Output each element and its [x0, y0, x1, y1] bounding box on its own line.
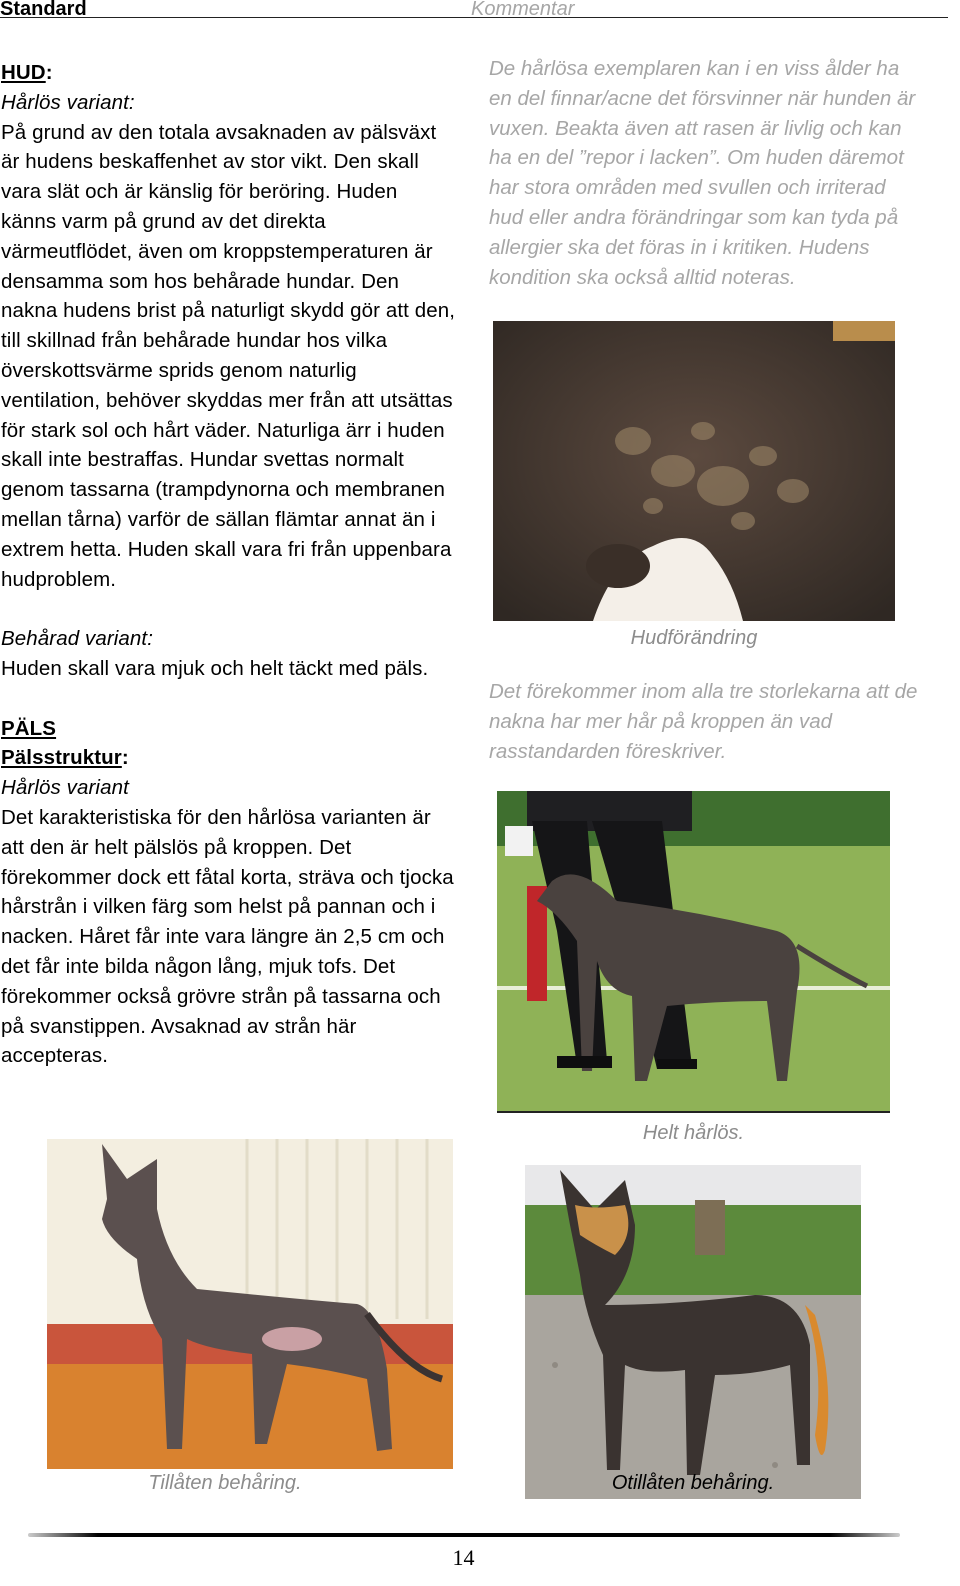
palsstruktur-colon: : — [121, 746, 129, 770]
palsstruktur-heading: Pälsstruktur — [1, 746, 122, 770]
hud-heading-line — [1, 58, 456, 88]
palsstruktur-heading-line — [1, 743, 456, 773]
skin-change-photo — [493, 321, 895, 621]
pals-heading: PÄLS — [1, 716, 57, 740]
photo-underline — [497, 1111, 890, 1113]
caption-helt-harlos: Helt hårlös. — [642, 1122, 745, 1144]
hud-paragraph: På grund av den totala avsaknaden av pälsväxt är hudens beskaffenhet av stor vikt. Den skall vara slät och är känslig för beröring. Huden känns varm på grund av det direkta värmeutflödet, även om kroppstemperaturen är densamma som hos behårade hundar. Den nakna hudens brist på naturligt skydd gör att den, till skillnad från behårade hundar hos vilka överskottsvärme sprids genom naturlig ventilation, behöver skyddas mer från att utsättas för stark sol och hårt väder. Naturliga ärr i huden skall inte bestraffas. Hundar svettas normalt genom tassarna (trampdynorna och membranen mellan tårna) varför de sällan flämtar annat än i extrem hetta. Huden skall vara fri från uppenbara hudproblem. — [1, 120, 456, 591]
hud-heading-colon: : — [45, 61, 53, 84]
standard-column — [1, 58, 456, 1071]
kommentar-heading: Kommentar — [471, 0, 575, 20]
not-allowed-hair-photo — [525, 1165, 861, 1499]
header-rule — [0, 17, 948, 18]
page-number: 14 — [452, 1545, 475, 1570]
pals-paragraph: Det karakteristiska för den hårlösa varianten är att den är helt pälslös på kroppen. Det förekommer dock ett fåtal korta, sträva och tjocka hårstrån i vilken färg som helst på pannan och i nacken. Håret får inte vara längre än 2,5 cm och det får inte bilda någon lång, mjuk tofs. Det förekommer också grövre strån på tassarna och på svanstippen. Avsaknad av strån här accepteras. — [1, 805, 454, 1068]
standard-heading: Standard — [0, 0, 87, 20]
caption-otillaten: Otillåten behåring. — [611, 1472, 775, 1494]
caption-tillaten: Tillåten behåring. — [148, 1472, 302, 1494]
caption-hudforandring: Hudförändring — [630, 627, 758, 649]
beharad-paragraph: Huden skall vara mjuk och helt täckt med päls. — [1, 656, 429, 680]
footer-rule — [28, 1533, 900, 1537]
harlos-variant-label-2: Hårlös variant — [1, 776, 129, 800]
allowed-hair-puppy-photo — [47, 1139, 453, 1469]
hairless-dog-show-photo — [497, 791, 890, 1112]
beharad-variant-label: Behårad variant: — [1, 627, 154, 651]
hud-heading: HUD — [1, 61, 46, 84]
comment-skin: De hårlösa exemplaren kan i en viss ålder ha en del finnar/acne det försvinner när hunden är vuxen. Beakta även att rasen är livlig och kan ha en del ”repor i lacken”. Om huden däremot har stora områden med svullen och irriterad hud eller andra förändringar som kan tyda på allergier ska det föras in i kritiken. Hudens kondition ska också alltid noteras. — [489, 57, 916, 289]
comment-hair-amount: Det förekommer inom alla tre storlekarna att de nakna har mer hår på kroppen än vad rasstandarden föreskriver. — [489, 680, 918, 763]
harlos-variant-label: Hårlös variant: — [1, 90, 135, 114]
